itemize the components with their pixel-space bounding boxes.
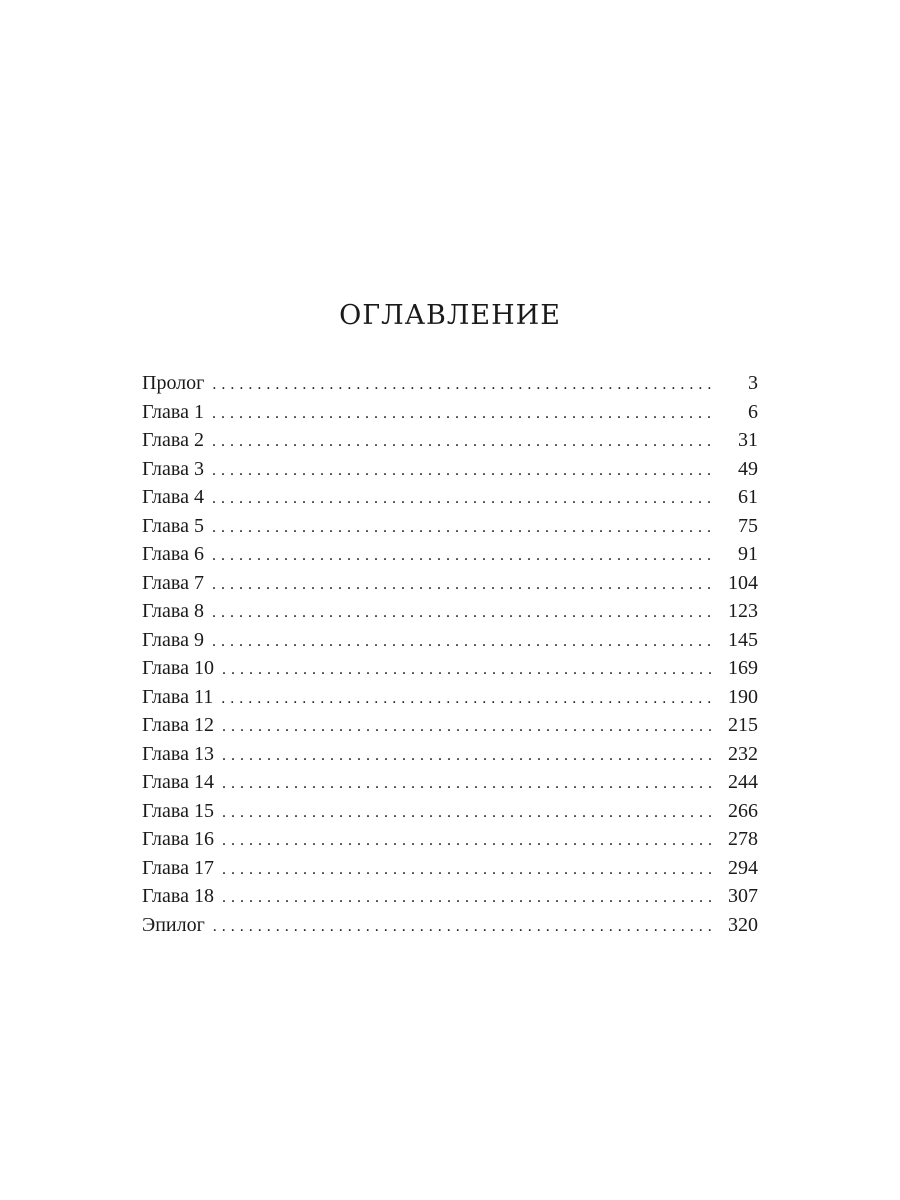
toc-entry-chapter-5[interactable]	[142, 512, 758, 541]
toc-entry-chapter-13[interactable]	[142, 740, 758, 769]
toc-entry-page-number: 75	[738, 514, 758, 537]
toc-entry-page-number: 31	[738, 429, 758, 451]
toc-entry-page-number: 145	[728, 628, 758, 651]
toc-entry-chapter-3[interactable]	[142, 455, 758, 484]
toc-dot-leader	[212, 599, 712, 628]
toc-entry-chapter-18[interactable]	[142, 882, 758, 911]
toc-dot-leader	[222, 827, 712, 856]
toc-dot-leader	[213, 913, 712, 942]
toc-entry-page-number: 104	[728, 571, 758, 594]
toc-entry-label: Глава 9	[142, 628, 204, 651]
toc-entry-prologue[interactable]	[142, 369, 758, 398]
toc-entry-page-number: 190	[728, 685, 758, 708]
toc-entry-page-number: 307	[728, 885, 758, 907]
toc-entry-page-number: 123	[728, 600, 758, 622]
toc-entry-label: Глава 13	[142, 742, 214, 765]
toc-entry-page-number: 278	[728, 828, 758, 850]
toc-entry-chapter-11[interactable]	[142, 683, 758, 712]
toc-entry-label: Глава 17	[142, 856, 214, 879]
toc-entry-label: Глава 4	[142, 486, 204, 508]
toc-entry-page-number: 61	[738, 486, 758, 508]
toc-entry-chapter-2[interactable]	[142, 426, 758, 455]
toc-entry-chapter-10[interactable]	[142, 654, 758, 683]
toc-entry-label: Глава 16	[142, 828, 214, 850]
toc-dot-leader	[212, 542, 712, 571]
toc-dot-leader	[212, 457, 712, 486]
toc-entry-label: Глава 1	[142, 400, 204, 423]
toc-dot-leader	[222, 742, 712, 771]
toc-entry-chapter-8[interactable]	[142, 597, 758, 626]
toc-entry-label: Пролог	[142, 372, 205, 394]
toc-dot-leader	[222, 713, 712, 742]
table-of-contents	[142, 369, 758, 939]
toc-entry-page-number: 215	[728, 714, 758, 736]
toc-dot-leader	[212, 485, 712, 514]
toc-entry-label: Глава 7	[142, 571, 204, 594]
toc-entry-chapter-16[interactable]	[142, 825, 758, 854]
toc-dot-leader	[212, 628, 712, 657]
toc-entry-page-number: 49	[738, 457, 758, 480]
toc-dot-leader	[212, 400, 712, 429]
toc-entry-label: Глава 2	[142, 429, 204, 451]
toc-entry-page-number: 294	[728, 856, 758, 879]
toc-entry-label: Эпилог	[142, 913, 205, 936]
toc-entry-label: Глава 6	[142, 543, 204, 565]
toc-dot-leader	[212, 514, 712, 543]
toc-dot-leader	[212, 571, 712, 600]
toc-entry-label: Глава 10	[142, 657, 214, 679]
toc-entry-chapter-12[interactable]	[142, 711, 758, 740]
toc-entry-chapter-1[interactable]	[142, 398, 758, 427]
toc-entry-page-number: 6	[748, 400, 758, 423]
toc-entry-page-number: 91	[738, 543, 758, 565]
toc-entry-epilogue[interactable]	[142, 911, 758, 940]
toc-entry-page-number: 3	[748, 372, 758, 394]
toc-dot-leader	[212, 428, 712, 457]
toc-entry-chapter-4[interactable]	[142, 483, 758, 512]
toc-dot-leader	[222, 656, 712, 685]
toc-entry-page-number: 244	[728, 771, 758, 793]
toc-entry-label: Глава 14	[142, 771, 214, 793]
toc-entry-label: Глава 5	[142, 514, 204, 537]
toc-entry-chapter-7[interactable]	[142, 569, 758, 598]
toc-entry-label: Глава 11	[142, 685, 214, 708]
toc-entry-page-number: 169	[728, 657, 758, 679]
toc-entry-chapter-9[interactable]	[142, 626, 758, 655]
toc-entry-label: Глава 15	[142, 799, 214, 822]
toc-entry-label: Глава 18	[142, 885, 214, 907]
toc-entry-label: Глава 12	[142, 714, 214, 736]
toc-dot-leader	[222, 884, 712, 913]
toc-entry-page-number: 232	[728, 742, 758, 765]
toc-entry-chapter-14[interactable]	[142, 768, 758, 797]
toc-entry-label: Глава 3	[142, 457, 204, 480]
toc-entry-page-number: 266	[728, 799, 758, 822]
toc-entry-page-number: 320	[728, 913, 758, 936]
toc-dot-leader	[222, 799, 712, 828]
toc-entry-chapter-6[interactable]	[142, 540, 758, 569]
toc-dot-leader	[222, 856, 712, 885]
toc-entry-chapter-15[interactable]	[142, 797, 758, 826]
toc-entry-chapter-17[interactable]	[142, 854, 758, 883]
toc-dot-leader	[221, 685, 712, 714]
toc-entry-label: Глава 8	[142, 600, 204, 622]
toc-dot-leader	[212, 371, 712, 400]
toc-dot-leader	[222, 770, 712, 799]
page-title: ОГЛАВЛЕНИЕ	[339, 300, 561, 331]
